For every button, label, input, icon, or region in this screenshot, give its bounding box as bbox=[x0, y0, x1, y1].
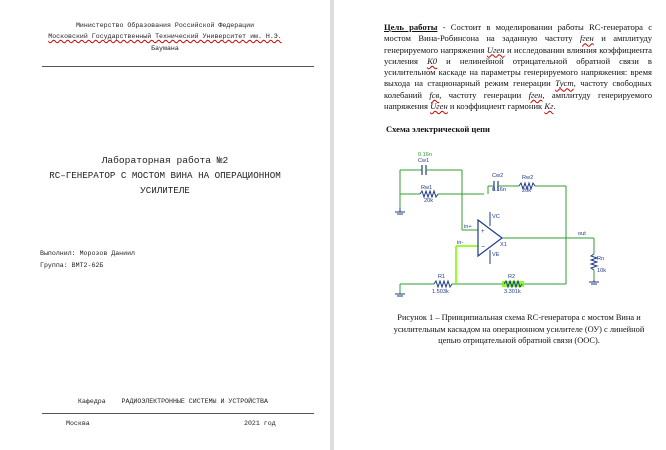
department bbox=[78, 398, 268, 405]
university-line-2: Баумана bbox=[151, 45, 179, 52]
resistor-icon bbox=[420, 183, 597, 287]
goal-var: Kг bbox=[544, 101, 554, 112]
department-name: РАДИОЭЛЕКТРОННЫЕ СИСТЕМЫ И УСТРОЙСТВА bbox=[121, 398, 268, 405]
goal-var: Uген bbox=[486, 44, 505, 55]
goal-label: Цель работы bbox=[384, 22, 438, 32]
group bbox=[40, 262, 103, 269]
component-labels bbox=[418, 152, 606, 295]
r2-name: R2 bbox=[508, 274, 516, 280]
rn-name: Rn bbox=[597, 256, 605, 262]
cw2-name: Cw2 bbox=[492, 173, 504, 179]
goal-var: K0 bbox=[427, 55, 438, 66]
goal-text: , амплитуду генерируемого напряжения bbox=[384, 89, 652, 112]
rw2-name: Rw2 bbox=[522, 175, 534, 181]
r1-value: 1.503k bbox=[432, 289, 449, 295]
rw1-value: 20k bbox=[424, 198, 434, 204]
title-page bbox=[0, 0, 330, 450]
feedback-highlight bbox=[456, 246, 478, 284]
topic-line-2: УСИЛИТЕЛЕ bbox=[140, 185, 190, 196]
svg-text:+: + bbox=[481, 229, 485, 235]
circuit-schematic bbox=[394, 148, 654, 302]
report-page bbox=[334, 0, 666, 450]
year: 2021 год bbox=[244, 420, 276, 427]
goal-text: и коэффициент гармоник bbox=[447, 101, 545, 112]
goal-var: Туст bbox=[555, 78, 574, 89]
lab-title: Лабораторная работа №2 bbox=[101, 155, 229, 166]
rn-value: 10k bbox=[597, 268, 607, 274]
in-minus-label: in- bbox=[457, 240, 464, 246]
goal-text: и исследовании влияния коэффициента усиления bbox=[384, 44, 652, 66]
cw1-value: 0.16n bbox=[418, 152, 432, 158]
goal-text: , частоту свободных колебаний bbox=[384, 78, 652, 100]
group-label: Группа: bbox=[40, 262, 68, 269]
in-plus-label: in+ bbox=[464, 224, 472, 230]
group-value: ВМТ2-62Б bbox=[71, 262, 104, 269]
university-line-1 bbox=[0, 33, 330, 40]
r1-name: R1 bbox=[438, 274, 446, 280]
goal-text: , частоту генерации bbox=[439, 89, 529, 100]
rw1-name: Rw1 bbox=[421, 185, 433, 191]
rw2-value: 20k bbox=[522, 188, 532, 194]
performed-label: Выполнил: bbox=[40, 250, 76, 257]
x1-label: X1 bbox=[500, 242, 507, 248]
goal-text: . bbox=[553, 101, 556, 112]
ve-label: VE bbox=[492, 252, 500, 258]
department-label: Кафедра bbox=[78, 398, 106, 405]
goal-var: Uген bbox=[430, 101, 448, 112]
city: Москва bbox=[66, 420, 90, 427]
performed-by bbox=[40, 250, 135, 257]
ministry-text: Министерство Образования Российской Федерации bbox=[75, 22, 255, 29]
cw2-value: 0.16n bbox=[492, 187, 506, 193]
svg-text:−: − bbox=[481, 244, 486, 251]
vc-label: VC bbox=[492, 214, 500, 220]
figure-caption: Рисунок 1 – Принципиальная схема RC-генератора с мостом Вина и усилительным каскадом на операционном усилителе (ОУ) с линейной цепью отрицательной обратной связи (ООС). bbox=[393, 313, 645, 346]
out-label: out bbox=[578, 231, 586, 237]
university-name: Московский Государственный Технический Университет им. Н.Э. bbox=[48, 33, 282, 40]
performed-name: Морозов Даниил bbox=[79, 250, 135, 257]
goal-text: - Состоит в моделировании работы RC-генератора с мостом Вина-Робинсона на заданную частоту bbox=[384, 22, 653, 44]
goal-text: и амплитуду генерируемого напряжения bbox=[384, 33, 652, 55]
goal-paragraph bbox=[384, 22, 652, 112]
header-divider bbox=[42, 66, 314, 67]
goal-var: fген bbox=[528, 89, 543, 100]
goal-text: и нелинейной отрицательной обратной связи в усилительном каскаде на параметры генерируемого напряжения: время выхода на стационарный режим генерации bbox=[384, 55, 652, 89]
goal-var: fген bbox=[579, 33, 594, 44]
schematic-heading: Схема электрической цепи bbox=[386, 124, 490, 134]
goal-var: fсв bbox=[429, 89, 440, 100]
topic-line-1: RC–ГЕНЕРАТОР С МОСТОМ ВИНА НА ОПЕРАЦИОННОМ bbox=[49, 170, 281, 181]
cw1-name: Cw1 bbox=[418, 158, 430, 164]
r2-value: 3.301k bbox=[504, 289, 521, 295]
footer-divider bbox=[42, 413, 314, 414]
